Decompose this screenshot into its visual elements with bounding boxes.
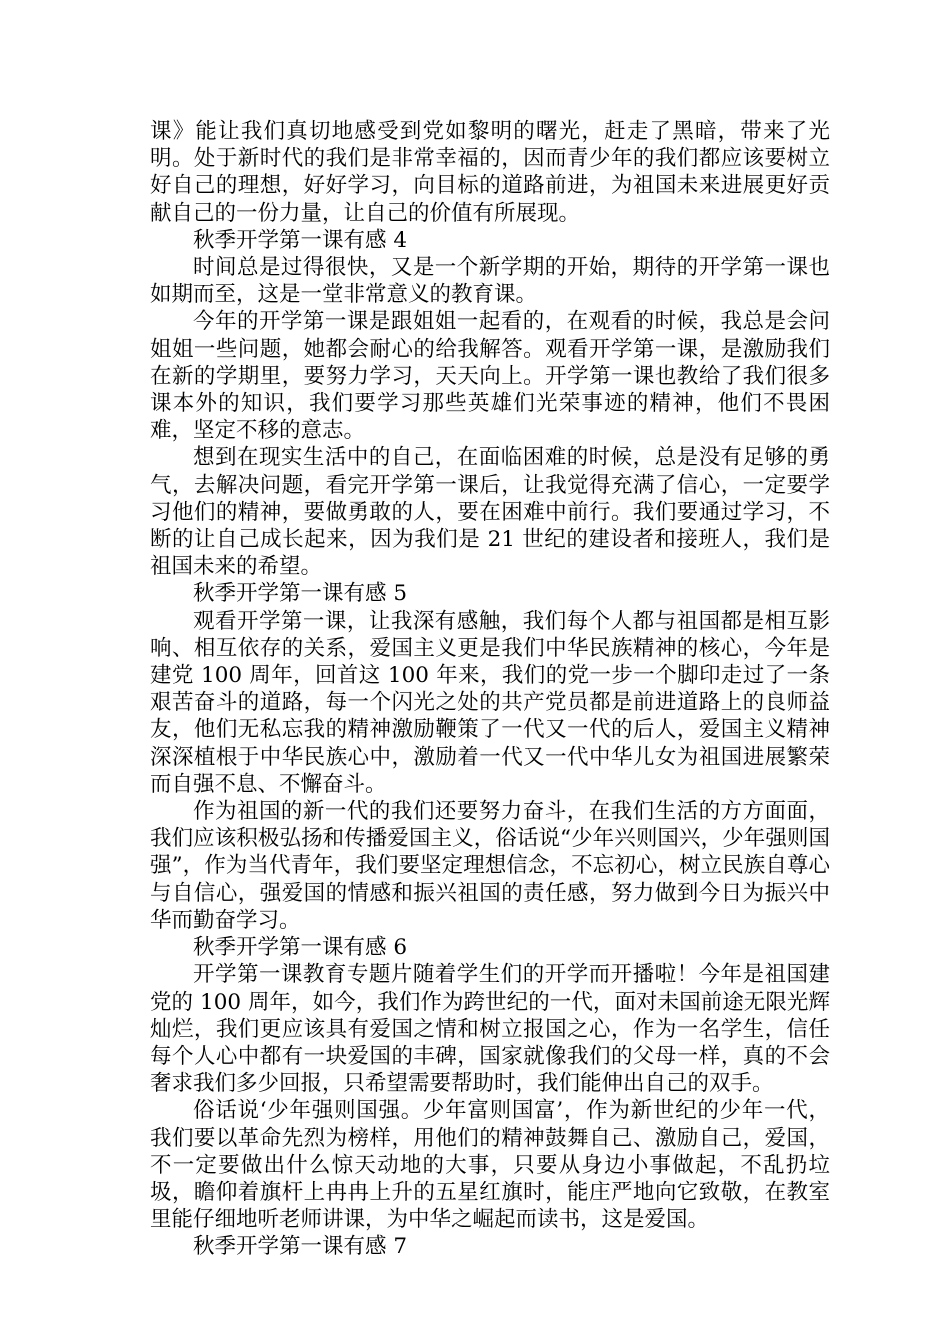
paragraph: 今年的开学第一课是跟姐姐一起看的，在观看的时候，我总是会问姐姐一些问题，她都会耐心的给我解答。观看开学第一课，是激励我们在新的学期里，要努力学习，天天向上。开学第一课也教给了我们很多课本外的知识，我们要学习那些英雄们光荣事迹的精神，他们不畏困难，坚定不移的意志。 (150, 309, 830, 444)
section-heading-4: 秋季开学第一课有感 4 (193, 227, 408, 253)
paragraph: 作为祖国的新一代的我们还要努力奋斗，在我们生活的方方面面，我们应该积极弘扬和传播爱国主义，俗话说“少年兴则国兴，少年强则国强”，作为当代青年，我们要坚定理想信念，不忘初心，树立民族自尊心与自信心，强爱国的情感和振兴祖国的责任感，努力做到今日为振兴中华而勤奋学习。 (150, 799, 830, 933)
paragraph: 时间总是过得很快，又是一个新学期的开始，期待的开学第一课也如期而至，这是一堂非常意义的教育课。 (150, 255, 830, 308)
paragraph-continuation: 课》能让我们真切地感受到党如黎明的曙光，赶走了黑暗，带来了光明。处于新时代的我们是非常幸福的，因而青少年的我们都应该要树立好自己的理想，好好学习，向目标的道路前进，为祖国未来进展更好贡献自己的一份力量，让自己的价值有所展现。 (150, 119, 830, 226)
section-heading-5: 秋季开学第一课有感 5 (193, 581, 408, 607)
paragraph: 想到在现实生活中的自己，在面临困难的时候，总是没有足够的勇气，去解决问题，看完开学第一课后，让我觉得充满了信心，一定要学习他们的精神，要做勇敢的人，要在困难中前行。我们要通过学习，不断的让自己成长起来，因为我们是 21 世纪的建设者和接班人，我们是祖国未来的希望。 (150, 445, 830, 580)
section-heading-7: 秋季开学第一课有感 7 (193, 1234, 408, 1260)
document-body (150, 118, 830, 1261)
paragraph: 俗话说‘少年强则国强。少年富则国富’，作为新世纪的少年一代，我们要以革命先烈为榜样，用他们的精神鼓舞自己、激励自己，爱国，不一定要做出什么惊天动地的大事，只要从身边小事做起，不乱扔垃圾，瞻仰着旗杆上冉冉上升的五星红旗时，能庄严地向它致敬，在教室里能仔细地听老师讲课，为中华之崛起而读书，这是爱国。 (150, 1098, 830, 1233)
section-heading-6: 秋季开学第一课有感 6 (193, 935, 408, 961)
paragraph: 观看开学第一课，让我深有感触，我们每个人都与祖国都是相互影响、相互依存的关系，爱国主义更是我们中华民族精神的核心，今年是建党 100 周年，回首这 100 年来，我们的党一步一个脚印走过了一条艰苦奋斗的道路，每一个闪光之处的共产党员都是前进道路上的良师益友，他们无私忘我的精神激励鞭策了一代又一代的后人，爱国主义精神深深植根于中华民族心中，激励着一代又一代中华儿女为祖国进展繁荣而自强不息、不懈奋斗。 (150, 608, 830, 797)
paragraph: 开学第一课教育专题片随着学生们的开学而开播啦！今年是祖国建党的 100 周年，如今，我们作为跨世纪的一代，面对未国前途无限光辉灿烂，我们更应该具有爱国之情和树立报国之心，作为一名学生，信任每个人心中都有一块爱国的丰碑，国家就像我们的父母一样，真的不会奢求我们多少回报，只希望需要帮助时，我们能伸出自己的双手。 (150, 962, 830, 1097)
